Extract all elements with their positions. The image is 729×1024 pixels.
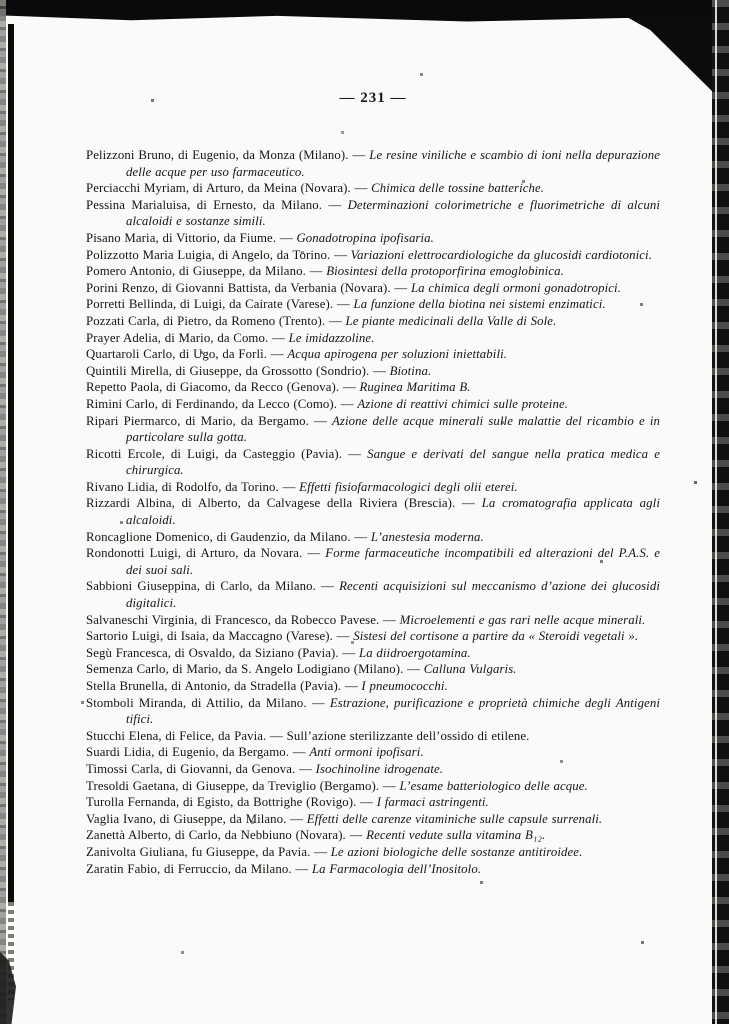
page-content: [86, 90, 660, 877]
student-name: Rimini Carlo, di Ferdinando, da Lecco (Como).: [86, 396, 338, 411]
separator-dash: —: [282, 479, 296, 494]
page-number: — 231 —: [339, 90, 407, 106]
list-item-graduate-entry: [86, 296, 660, 313]
thesis-title: Variazioni elettrocardiologiche da glucosidi cardiotonici.: [350, 247, 653, 262]
separator-dash: —: [336, 297, 350, 312]
list-item-graduate-entry: [86, 811, 660, 828]
scan-top-right-wedge: [625, 16, 715, 94]
student-name: Tresoldi Gaetana, di Giuseppe, da Treviglio (Bergamo).: [86, 778, 380, 793]
separator-dash: —: [336, 629, 350, 644]
separator-dash: —: [328, 313, 342, 328]
thesis-title: Recenti acquisizioni sul meccanismo d’azione dei glucosidi digitalici.: [126, 579, 660, 611]
list-item-graduate-entry: [86, 247, 660, 264]
student-name: Zaratin Fabio, di Ferruccio, da Milano.: [86, 861, 292, 876]
separator-dash: —: [328, 197, 342, 212]
student-name: Sartorio Luigi, di Isaia, da Maccagno (Varese).: [86, 629, 333, 644]
thesis-title: Le azioni biologiche delle sostanze antitiroidee.: [330, 844, 583, 859]
thesis-title: Estrazione, purificazione e proprietà chimiche degli Antigeni tifici.: [126, 695, 661, 727]
student-name: Ricotti Ercole, di Luigi, da Casteggio (Pavia).: [86, 446, 343, 461]
thesis-title: L’anestesia moderna.: [370, 529, 484, 544]
student-name: Stucchi Elena, di Felice, da Pavia.: [86, 728, 267, 743]
student-name: Rivano Lidia, di Rodolfo, da Torino.: [86, 479, 279, 494]
student-name: Repetto Paola, di Giacomo, da Recco (Genova).: [86, 380, 340, 395]
thesis-title: La funzione della biotina nei sistemi enzimatici.: [353, 297, 606, 312]
list-item-graduate-entry: [86, 479, 660, 496]
separator-dash: —: [462, 496, 475, 511]
thesis-title: Anti ormoni ipofisari.: [309, 745, 424, 760]
list-item-graduate-entry: [86, 827, 660, 844]
separator-dash: —: [290, 811, 304, 826]
thesis-title: L’esame batteriologico delle acque.: [399, 778, 588, 793]
separator-dash: —: [314, 844, 328, 859]
separator-dash: —: [342, 645, 356, 660]
list-item-graduate-entry: [86, 346, 660, 363]
separator-dash: —: [348, 446, 362, 461]
student-name: Quintili Mirella, di Giuseppe, da Grossotto (Sondrio).: [86, 363, 370, 378]
student-name: Polizzotto Maria Luigia, di Angelo, da Torino.: [86, 247, 331, 262]
thesis-title: La Farmacologia dell’Inositolo.: [311, 861, 482, 876]
separator-dash: —: [352, 148, 366, 162]
list-item-graduate-entry: [86, 778, 660, 795]
list-item-graduate-entry: [86, 794, 660, 811]
student-name: Turolla Fernanda, di Egisto, da Bottrighe (Rovigo).: [86, 795, 357, 810]
list-item-graduate-entry: [86, 844, 660, 861]
separator-dash: —: [309, 264, 323, 279]
scan-top-black-band: [0, 0, 729, 22]
thesis-title: Microelementi e gas rari nelle acque minerali.: [399, 612, 646, 627]
list-item-graduate-entry: [86, 695, 660, 728]
separator-dash: —: [407, 662, 420, 677]
thesis-title: Biotina.: [389, 363, 432, 378]
thesis-title: Isochinoline idrogenate.: [315, 761, 444, 776]
separator-dash: —: [314, 413, 327, 428]
thesis-title: Acqua apirogena per soluzioni iniettabili.: [287, 347, 508, 362]
list-item-graduate-entry: [86, 529, 660, 546]
student-name: Perciacchi Myriam, di Arturo, da Meina (Novara).: [86, 181, 351, 196]
thesis-title: Le piante medicinali della Valle di Sole.: [345, 313, 557, 328]
separator-dash: —: [340, 396, 354, 411]
separator-dash: —: [311, 695, 325, 710]
list-item-graduate-entry: [86, 645, 660, 662]
student-name: Timossi Carla, di Giovanni, da Genova.: [86, 761, 296, 776]
list-item-graduate-entry: [86, 678, 660, 695]
separator-dash: —: [270, 347, 284, 362]
list-item-graduate-entry: [86, 628, 660, 645]
separator-dash: —: [349, 828, 363, 843]
thesis-title: La chimica degli ormoni gonadotropici.: [410, 280, 621, 295]
student-name: Sabbioni Giuseppina, di Carlo, da Milano.: [86, 579, 316, 594]
separator-dash: —: [354, 529, 368, 544]
scan-left-speckle-strip: [0, 0, 6, 1024]
separator-dash: —: [334, 247, 347, 262]
scan-right-speckle: [712, 0, 729, 1024]
scan-left-black-bar: [8, 24, 14, 902]
thesis-title: Biosintesi della protoporfirina emoglobinica.: [326, 264, 564, 279]
thesis-title: Recenti vedute sulla vitamina B₁₂.: [366, 828, 546, 843]
thesis-title: Sangue e derivati del sangue nella pratica medica e chirurgica.: [126, 446, 660, 478]
thesis-title: Ruginea Maritima B.: [359, 380, 471, 395]
student-name: Suardi Lidia, di Eugenio, da Bergamo.: [86, 745, 290, 760]
student-name: Ripari Piermarco, di Mario, da Bergamo.: [86, 413, 309, 428]
thesis-title: I farmaci astringenti.: [376, 795, 489, 810]
thesis-title: Gonadotropina ipofisaria.: [296, 230, 434, 245]
separator-dash: —: [299, 761, 312, 776]
list-item-graduate-entry: [86, 379, 660, 396]
separator-dash: —: [360, 795, 374, 810]
list-item-graduate-entry: [86, 495, 660, 528]
student-name: Rondonotti Luigi, di Arturo, da Novara.: [86, 546, 303, 561]
student-name: Prayer Adelia, di Mario, da Como.: [86, 330, 269, 345]
student-name: Zanettà Alberto, di Carlo, da Nebbiuno (Novara).: [86, 828, 346, 843]
separator-dash: —: [270, 728, 283, 743]
student-name: Quartaroli Carlo, di Ugo, da Forlì.: [86, 347, 268, 362]
list-item-graduate-entry: [86, 147, 660, 180]
student-name: Porini Renzo, di Giovanni Battista, da Verbania (Novara).: [86, 280, 391, 295]
separator-dash: —: [354, 181, 368, 196]
student-name: Porretti Bellinda, di Luigi, da Cairate (Varese).: [86, 297, 334, 312]
list-item-graduate-entry: [86, 363, 660, 380]
list-item-graduate-entry: [86, 413, 660, 446]
separator-dash: —: [272, 330, 285, 345]
student-name: Pozzati Carla, di Pietro, da Romeno (Trento).: [86, 313, 326, 328]
thesis-title: Chimica delle tossine batteriche.: [371, 181, 545, 196]
separator-dash: —: [321, 579, 334, 594]
list-item-graduate-entry: [86, 197, 660, 230]
student-name: Vaglia Ivano, di Giuseppe, da Milano.: [86, 811, 287, 826]
list-item-graduate-entry: [86, 761, 660, 778]
list-item-graduate-entry: [86, 180, 660, 197]
list-item-graduate-entry: [86, 578, 660, 611]
student-name: Rizzardi Albina, di Alberto, da Calvagese della Riviera (Brescia).: [86, 496, 456, 511]
separator-dash: —: [383, 612, 396, 627]
separator-dash: —: [382, 778, 396, 793]
separator-dash: —: [372, 363, 386, 378]
thesis-title: Le resine viniliche e scambio di ioni nella depurazione delle acque per uso farmaceutico.: [126, 148, 660, 179]
student-name: Pelizzoni Bruno, di Eugenio, da Monza (Milano).: [86, 148, 349, 162]
list-item-graduate-entry: [86, 263, 660, 280]
student-name: Pisano Maria, di Vittorio, da Fiume.: [86, 230, 277, 245]
thesis-title: Sistesi del cortisone a partire da « Steroidi vegetali ».: [353, 629, 639, 644]
student-name: Semenza Carlo, di Mario, da S. Angelo Lodigiano (Milano).: [86, 662, 404, 677]
list-item-graduate-entry: [86, 313, 660, 330]
graduates-list: [86, 147, 660, 877]
thesis-title: Effetti delle carenze vitaminiche sulle capsule surrenali.: [306, 811, 603, 826]
thesis-title: Le imidazzoline.: [288, 330, 375, 345]
student-name: Pessina Marialuisa, di Ernesto, da Milano.: [86, 197, 323, 212]
student-name: Pomero Antonio, di Giuseppe, da Milano.: [86, 264, 306, 279]
list-item-graduate-entry: [86, 330, 660, 347]
student-name: Roncaglione Domenico, di Gaudenzio, da Milano.: [86, 529, 351, 544]
list-item-graduate-entry: [86, 861, 660, 878]
thesis-title: Determinazioni colorimetriche e fluorimetriche di alcuni alcaloidi e sostanze simili.: [126, 197, 661, 229]
list-item-graduate-entry: [86, 446, 660, 479]
thesis-title: Sull’azione sterilizzante dell’ossido di etilene.: [286, 728, 530, 743]
scan-noise-specks: [0, 0, 1, 1]
list-item-graduate-entry: [86, 661, 660, 678]
student-name: Stomboli Miranda, di Attilio, da Milano.: [86, 695, 307, 710]
student-name: Salvaneschi Virginia, di Francesco, da Robecco Pavese.: [86, 612, 380, 627]
thesis-title: Calluna Vulgaris.: [423, 662, 517, 677]
list-item-graduate-entry: [86, 612, 660, 629]
separator-dash: —: [344, 679, 358, 693]
separator-dash: —: [295, 861, 309, 876]
student-name: Zanivolta Giuliana, fu Giuseppe, da Pavia.: [86, 844, 311, 859]
list-item-graduate-entry: [86, 396, 660, 413]
thesis-title: La diidroergotamina.: [358, 645, 471, 660]
thesis-title: Effetti fisiofarmacologici degli olii eterei.: [299, 479, 518, 494]
thesis-title: Azione di reattivi chimici sulle proteine.: [357, 396, 569, 411]
separator-dash: —: [292, 745, 306, 760]
student-name: Stella Brunella, di Antonio, da Stradella (Pavia).: [86, 679, 342, 693]
thesis-title: Azione delle acque minerali sulle malattie del ricambio e in particolare sulla gotta.: [126, 413, 660, 445]
separator-dash: —: [279, 230, 293, 245]
list-item-graduate-entry: [86, 545, 660, 578]
thesis-title: I pneumococchi.: [361, 679, 448, 693]
list-item-graduate-entry: [86, 280, 660, 297]
separator-dash: —: [394, 280, 408, 295]
separator-dash: —: [307, 546, 321, 561]
thesis-title: La cromatografia applicata agli alcaloidi.: [126, 496, 660, 528]
student-name: Segù Francesca, di Osvaldo, da Siziano (Pavia).: [86, 645, 339, 660]
list-item-graduate-entry: [86, 728, 660, 745]
list-item-graduate-entry: [86, 230, 660, 247]
list-item-graduate-entry: [86, 744, 660, 761]
thesis-title: Forme farmaceutiche incompatibili ed alterazioni del P.A.S. e dei suoi sali.: [126, 546, 661, 577]
separator-dash: —: [342, 380, 356, 395]
